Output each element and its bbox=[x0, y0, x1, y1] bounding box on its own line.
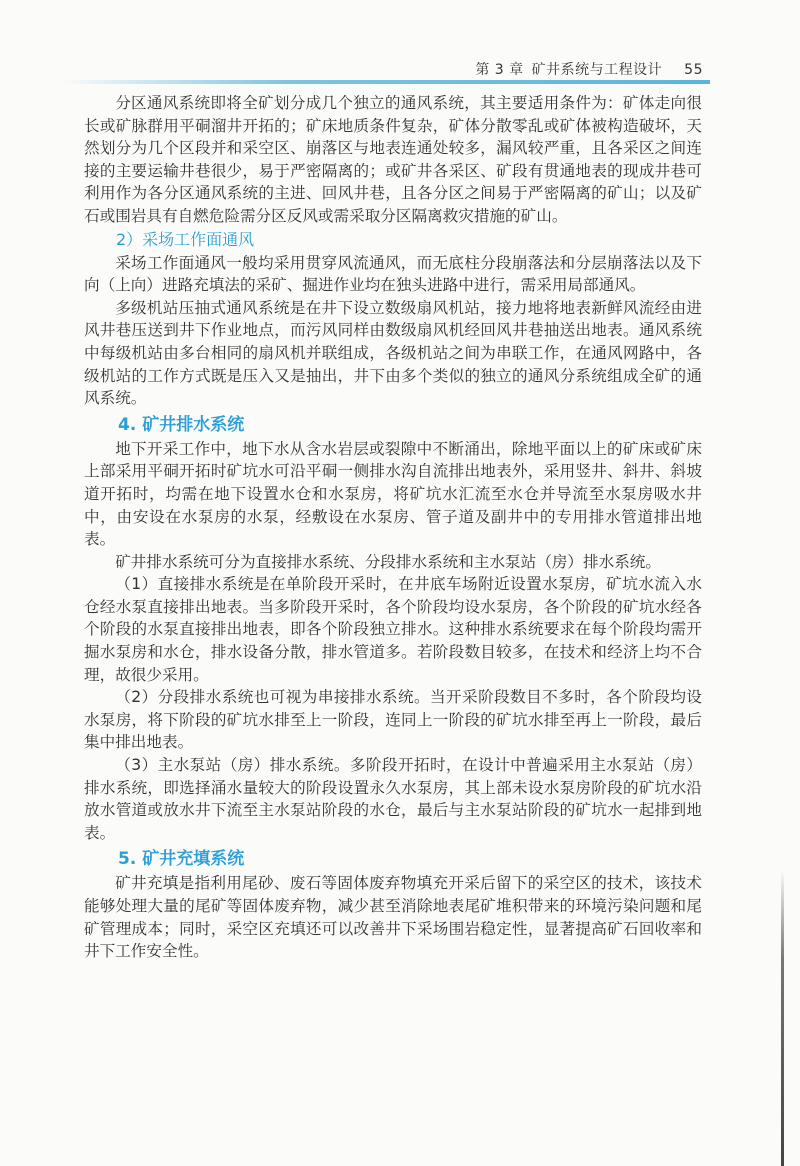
paragraph: 分区通风系统即将全矿划分成几个独立的通风系统，其主要适用条件为：矿体走向很长或矿脉群用平硐溜井开拓的；矿床地质条件复杂，矿体分散零乱或矿体被构造破坏，天然划分为几个区段并和采空区、崩落区与地表连通处较多，漏风较严重，且各采区之间连接的主要运输井巷很少，易于严密隔离的；或矿井各采区、矿段有贯通地表的现成井巷可利用作为各分区通风系统的主进、回风井巷，且各分区之间易于严密隔离的矿山；以及矿石或围岩具有自燃危险需分区反风或需采取分区隔离救灾措施的矿山。 bbox=[84, 94, 702, 225]
paragraph: 矿井排水系统可分为直接排水系统、分段排水系统和主水泵站（房）排水系统。 bbox=[115, 552, 661, 571]
header-rule bbox=[62, 80, 710, 84]
paragraph: 多级机站压抽式通风系统是在井下设立数级扇风机站，接力地将地表新鲜风流经由进风井巷压送到井下作业地点，而污风同样由数级扇风机经回风井巷抽送出地表。通风系统中每级机站由多台相同的扇风机并联组成，各级机站之间为串联工作，在通风网路中，各级机站的工作方式既是压入又是抽出，井下由多个类似的独立的通风分系统组成全矿的通风系统。 bbox=[84, 298, 702, 408]
paragraph: 地下开采工作中，地下水从含水岩层或裂隙中不断涌出，除地平面以上的矿床或矿床上部采用平硐开拓时矿坑水可沿平硐一侧排水沟自流排出地表外，采用竖井、斜井、斜坡道开拓时，均需在地下设置水仓和水泵房，将矿坑水汇流至水仓并导流至水泵房吸水井中，由安设在水泵房的水泵，经敷设在水泵房、管子道及副井中的专用排水管道排出地表。 bbox=[84, 439, 702, 549]
page-body bbox=[84, 92, 702, 963]
page-header bbox=[0, 0, 800, 86]
paragraph: （3）主水泵站（房）排水系统。多阶段开拓时，在设计中普遍采用主水泵站（房）排水系统，即选择涌水量较大的阶段设置永久水泵房，其上部未设水泵房阶段的矿坑水沿放水管道或放水井下流至主水泵站阶段的水仓，最后与主水泵站阶段的矿坑水一起排到地表。 bbox=[84, 756, 702, 842]
running-head bbox=[475, 59, 703, 79]
chapter-label: 第 3 章 bbox=[475, 62, 524, 78]
paragraph: 矿井充填是指利用尾砂、废石等固体废弃物填充开采后留下的采空区的技术，该技术能够处理大量的尾矿等固体废弃物，减少甚至消除地表尾矿堆积带来的环境污染问题和尾矿管理成本；同时，采空区充填还可以改善井下采场围岩稳定性，显著提高矿石回收率和井下工作安全性。 bbox=[84, 874, 702, 961]
paragraph: （2）分段排水系统也可视为串接排水系统。当开采阶段数目不多时，各个阶段均设水泵房，将下阶段的矿坑水排至上一阶段，连同上一阶段的矿坑水排至再上一阶段，最后集中排出地表。 bbox=[84, 688, 702, 752]
paragraph: 采场工作面通风一般均采用贯穿风流通风，而无底柱分段崩落法和分层崩落法以及下向（上向）进路充填法的采矿、掘进作业均在独头进路中进行，需采用局部通风。 bbox=[84, 253, 702, 295]
chapter-title: 矿井系统与工程设计 bbox=[531, 62, 663, 78]
page-number: 55 bbox=[684, 62, 703, 78]
section-heading: 5. 矿井充填系统 bbox=[118, 849, 245, 870]
page-edge-shadow bbox=[781, 870, 784, 1166]
paragraph: （1）直接排水系统是在单阶段开采时，在井底车场附近设置水泵房，矿坑水流入水仓经水泵直接排出地表。当多阶段开采时，各个阶段均设水泵房，各个阶段的矿坑水经各个阶段的水泵直接排出地表，即各个阶段独立排水。这种排水系统要求在每个阶段均需开掘水泵房和水仓，排水设备分散，排水管道多。若阶段数目较多，在技术和经济上均不合理，故很少采用。 bbox=[84, 575, 702, 684]
subsection-heading: 2）采场工作面通风 bbox=[116, 229, 255, 249]
section-heading: 4. 矿井排水系统 bbox=[118, 414, 245, 435]
